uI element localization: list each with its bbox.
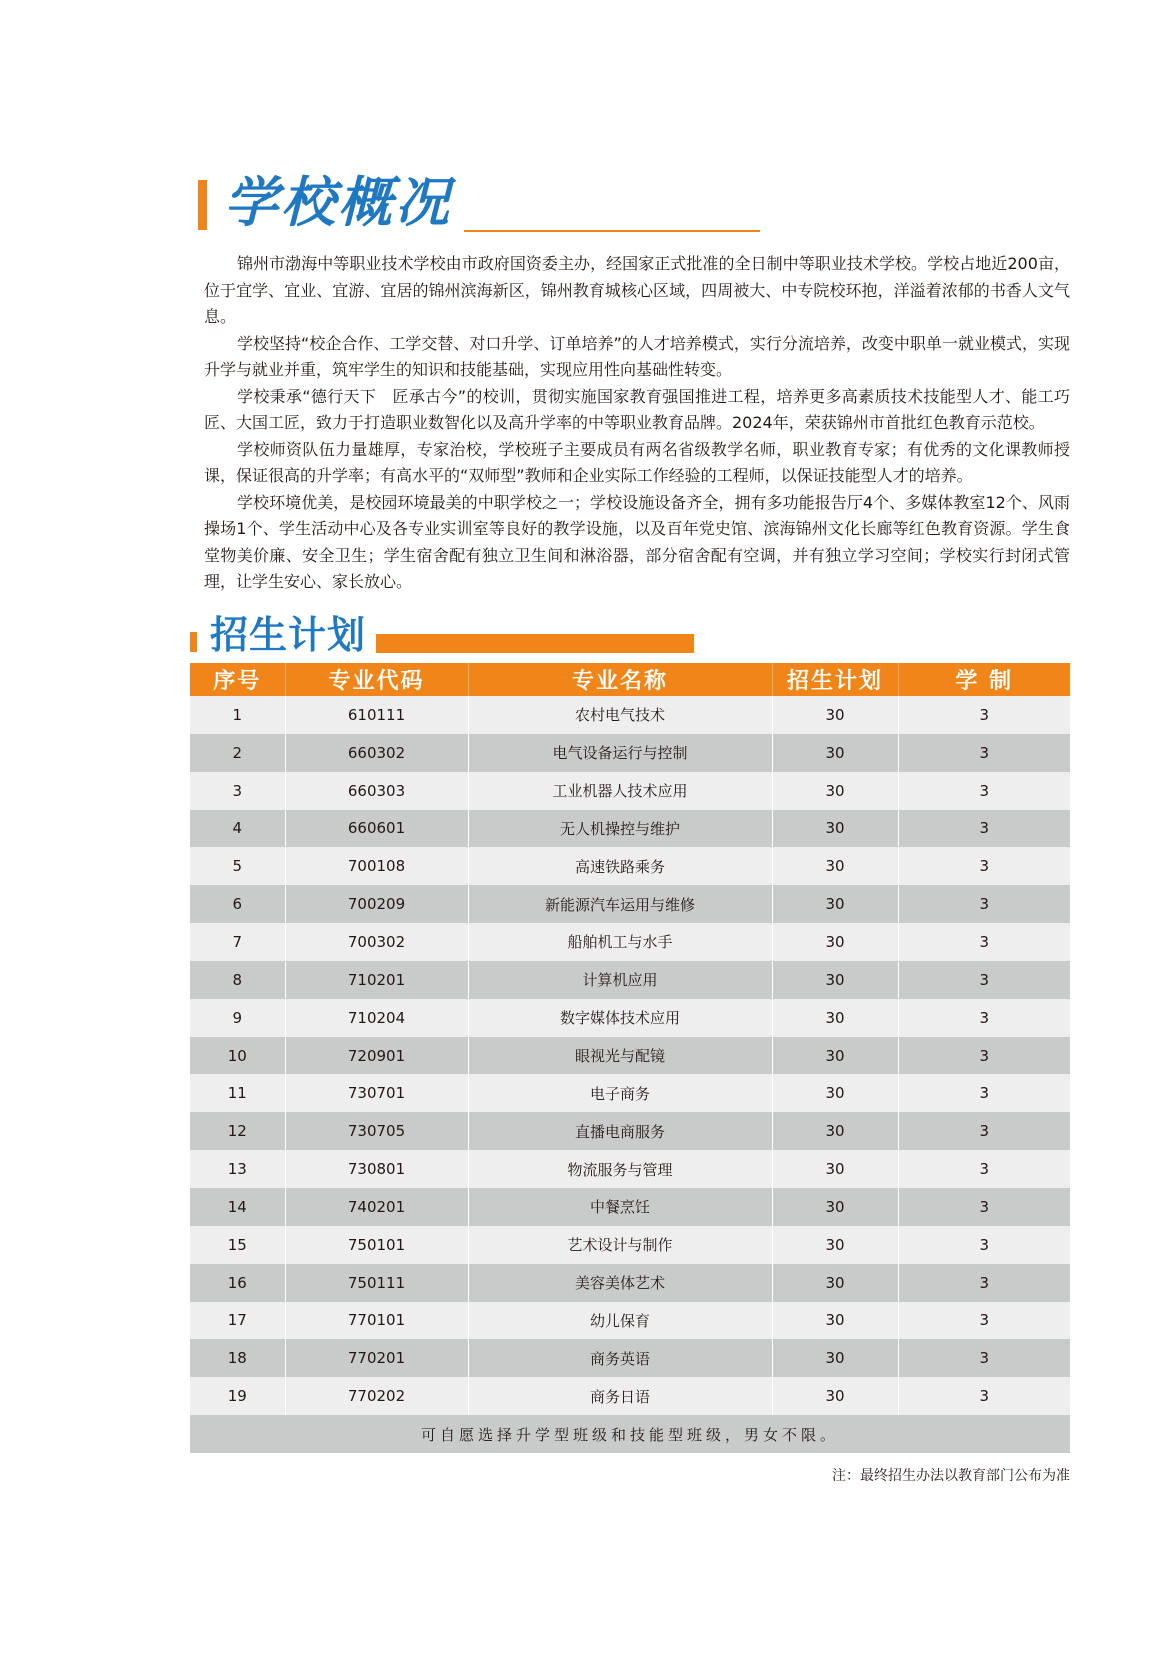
table-row	[190, 923, 1070, 961]
cell-years: 3	[898, 1074, 1070, 1112]
cell-code: 700209	[285, 885, 468, 923]
heading-underline	[464, 230, 760, 232]
cell-plan: 30	[772, 961, 898, 999]
table-row	[190, 1377, 1070, 1415]
table-row	[190, 810, 1070, 848]
cell-major-name: 中餐烹饪	[468, 1188, 772, 1226]
cell-major-name: 幼儿保育	[468, 1302, 772, 1340]
cell-years: 3	[898, 847, 1070, 885]
cell-major-name: 数字媒体技术应用	[468, 999, 772, 1037]
overview-title: 学校概况	[224, 170, 452, 234]
cell-years: 3	[898, 696, 1070, 734]
cell-number: 4	[190, 810, 285, 848]
cell-code: 700302	[285, 923, 468, 961]
cell-code: 730701	[285, 1074, 468, 1112]
cell-number: 14	[190, 1188, 285, 1226]
cell-plan: 30	[772, 1302, 898, 1340]
cell-number: 6	[190, 885, 285, 923]
cell-plan: 30	[772, 1188, 898, 1226]
cell-major-name: 物流服务与管理	[468, 1150, 772, 1188]
cell-years: 3	[898, 1264, 1070, 1302]
cell-code: 770202	[285, 1377, 468, 1415]
cell-code: 710201	[285, 961, 468, 999]
cell-plan: 30	[772, 1377, 898, 1415]
table-row	[190, 1302, 1070, 1340]
column-header-years: 学 制	[898, 663, 1070, 696]
cell-number: 7	[190, 923, 285, 961]
cell-number: 3	[190, 772, 285, 810]
cell-code: 660601	[285, 810, 468, 848]
overview-paragraph: 学校秉承“德行天下 匠承古今”的校训，贯彻实施国家教育强国推进工程，培养更多高素质技术技能型人才、能工巧匠、大国工匠，致力于打造职业数智化以及高升学率的中等职业教育品牌。2024年，荣获锦州市首批红色教育示范校。	[204, 386, 1070, 432]
cell-years: 3	[898, 1226, 1070, 1264]
cell-plan: 30	[772, 923, 898, 961]
cell-major-name: 美容美体艺术	[468, 1264, 772, 1302]
table-row	[190, 961, 1070, 999]
cell-code: 730801	[285, 1150, 468, 1188]
overview-body	[204, 251, 1070, 596]
heading-accent-band	[376, 634, 694, 653]
column-header-name: 专业名称	[468, 663, 772, 696]
cell-code: 770201	[285, 1339, 468, 1377]
table-row	[190, 1112, 1070, 1150]
cell-plan: 30	[772, 1339, 898, 1377]
column-header-number: 序号	[190, 663, 285, 696]
cell-plan: 30	[772, 1264, 898, 1302]
cell-years: 3	[898, 1339, 1070, 1377]
cell-number: 19	[190, 1377, 285, 1415]
cell-years: 3	[898, 810, 1070, 848]
cell-years: 3	[898, 1377, 1070, 1415]
cell-number: 1	[190, 696, 285, 734]
overview-heading	[198, 170, 768, 240]
cell-plan: 30	[772, 885, 898, 923]
cell-major-name: 高速铁路乘务	[468, 847, 772, 885]
cell-plan: 30	[772, 1074, 898, 1112]
cell-code: 710204	[285, 999, 468, 1037]
cell-years: 3	[898, 1112, 1070, 1150]
cell-major-name: 商务英语	[468, 1339, 772, 1377]
cell-number: 15	[190, 1226, 285, 1264]
cell-major-name: 电子商务	[468, 1074, 772, 1112]
cell-major-name: 直播电商服务	[468, 1112, 772, 1150]
table-header-row	[190, 663, 1070, 696]
cell-major-name: 商务日语	[468, 1377, 772, 1415]
heading-accent-bar	[190, 632, 197, 652]
enrollment-heading	[190, 612, 710, 658]
cell-number: 9	[190, 999, 285, 1037]
cell-years: 3	[898, 1150, 1070, 1188]
cell-code: 700108	[285, 847, 468, 885]
cell-plan: 30	[772, 1150, 898, 1188]
table-row	[190, 1188, 1070, 1226]
table-footer-note: 可自愿选择升学型班级和技能型班级，男女不限。	[190, 1415, 1070, 1453]
cell-major-name: 眼视光与配镜	[468, 1037, 772, 1075]
cell-years: 3	[898, 961, 1070, 999]
cell-plan: 30	[772, 1112, 898, 1150]
cell-major-name: 船舶机工与水手	[468, 923, 772, 961]
cell-major-name: 无人机操控与维护	[468, 810, 772, 848]
cell-major-name: 农村电气技术	[468, 696, 772, 734]
cell-plan: 30	[772, 999, 898, 1037]
cell-code: 660303	[285, 772, 468, 810]
cell-number: 10	[190, 1037, 285, 1075]
cell-years: 3	[898, 772, 1070, 810]
cell-major-name: 艺术设计与制作	[468, 1226, 772, 1264]
cell-code: 770101	[285, 1302, 468, 1340]
table-row	[190, 696, 1070, 734]
cell-code: 610111	[285, 696, 468, 734]
table-row	[190, 1226, 1070, 1264]
cell-code: 740201	[285, 1188, 468, 1226]
cell-number: 16	[190, 1264, 285, 1302]
cell-plan: 30	[772, 696, 898, 734]
cell-years: 3	[898, 1302, 1070, 1340]
cell-number: 5	[190, 847, 285, 885]
cell-plan: 30	[772, 772, 898, 810]
cell-years: 3	[898, 734, 1070, 772]
cell-number: 13	[190, 1150, 285, 1188]
cell-code: 750101	[285, 1226, 468, 1264]
column-header-code: 专业代码	[285, 663, 468, 696]
cell-major-name: 计算机应用	[468, 961, 772, 999]
table-row	[190, 1074, 1070, 1112]
enrollment-title: 招生计划	[210, 613, 367, 657]
table-row	[190, 1150, 1070, 1188]
table-row	[190, 1264, 1070, 1302]
overview-paragraph: 学校环境优美，是校园环境最美的中职学校之一；学校设施设备齐全，拥有多功能报告厅4个、多媒体教室12个、风雨操场1个、学生活动中心及各专业实训室等良好的教学设施，以及百年党史馆、滨海锦州文化长廊等红色教育资源。学生食堂物美价廉、安全卫生；学生宿舍配有独立卫生间和淋浴器，部分宿舍配有空调，并有独立学习空间；学校实行封闭式管理，让学生安心、家长放心。	[204, 492, 1070, 591]
cell-number: 18	[190, 1339, 285, 1377]
footnote: 注：最终招生办法以教育部门公布为准	[832, 1468, 1070, 1484]
cell-number: 8	[190, 961, 285, 999]
cell-years: 3	[898, 1188, 1070, 1226]
cell-plan: 30	[772, 734, 898, 772]
table-row	[190, 1339, 1070, 1377]
enrollment-table	[190, 663, 1070, 1453]
table-row	[190, 734, 1070, 772]
overview-paragraph: 学校坚持“校企合作、工学交替、对口升学、订单培养”的人才培养模式，实行分流培养，改变中职单一就业模式，实现升学与就业并重，筑牢学生的知识和技能基础，实现应用性向基础性转变。	[204, 333, 1070, 379]
cell-code: 660302	[285, 734, 468, 772]
cell-major-name: 工业机器人技术应用	[468, 772, 772, 810]
cell-years: 3	[898, 923, 1070, 961]
cell-plan: 30	[772, 810, 898, 848]
table-footer-row	[190, 1415, 1070, 1453]
cell-major-name: 电气设备运行与控制	[468, 734, 772, 772]
cell-plan: 30	[772, 847, 898, 885]
heading-accent-bar	[198, 180, 207, 230]
cell-plan: 30	[772, 1226, 898, 1264]
table-body	[190, 696, 1070, 1415]
table-row	[190, 772, 1070, 810]
cell-years: 3	[898, 1037, 1070, 1075]
table-row	[190, 1037, 1070, 1075]
cell-plan: 30	[772, 1037, 898, 1075]
cell-number: 17	[190, 1302, 285, 1340]
cell-number: 12	[190, 1112, 285, 1150]
overview-paragraph: 学校师资队伍力量雄厚，专家治校，学校班子主要成员有两名省级教学名师，职业教育专家；有优秀的文化课教师授课，保证很高的升学率；有高水平的“双师型”教师和企业实际工作经验的工程师，以保证技能型人才的培养。	[204, 439, 1070, 485]
cell-number: 2	[190, 734, 285, 772]
cell-years: 3	[898, 999, 1070, 1037]
cell-years: 3	[898, 885, 1070, 923]
overview-paragraph: 锦州市渤海中等职业技术学校由市政府国资委主办，经国家正式批准的全日制中等职业技术学校。学校占地近200亩，位于宜学、宜业、宜游、宜居的锦州滨海新区，锦州教育城核心区域，四周被大、中专院校环抱，洋溢着浓郁的书香人文气息。	[204, 254, 1070, 326]
cell-code: 730705	[285, 1112, 468, 1150]
cell-code: 750111	[285, 1264, 468, 1302]
table-row	[190, 847, 1070, 885]
cell-major-name: 新能源汽车运用与维修	[468, 885, 772, 923]
cell-code: 720901	[285, 1037, 468, 1075]
column-header-plan: 招生计划	[772, 663, 898, 696]
table-row	[190, 885, 1070, 923]
cell-number: 11	[190, 1074, 285, 1112]
table-row	[190, 999, 1070, 1037]
